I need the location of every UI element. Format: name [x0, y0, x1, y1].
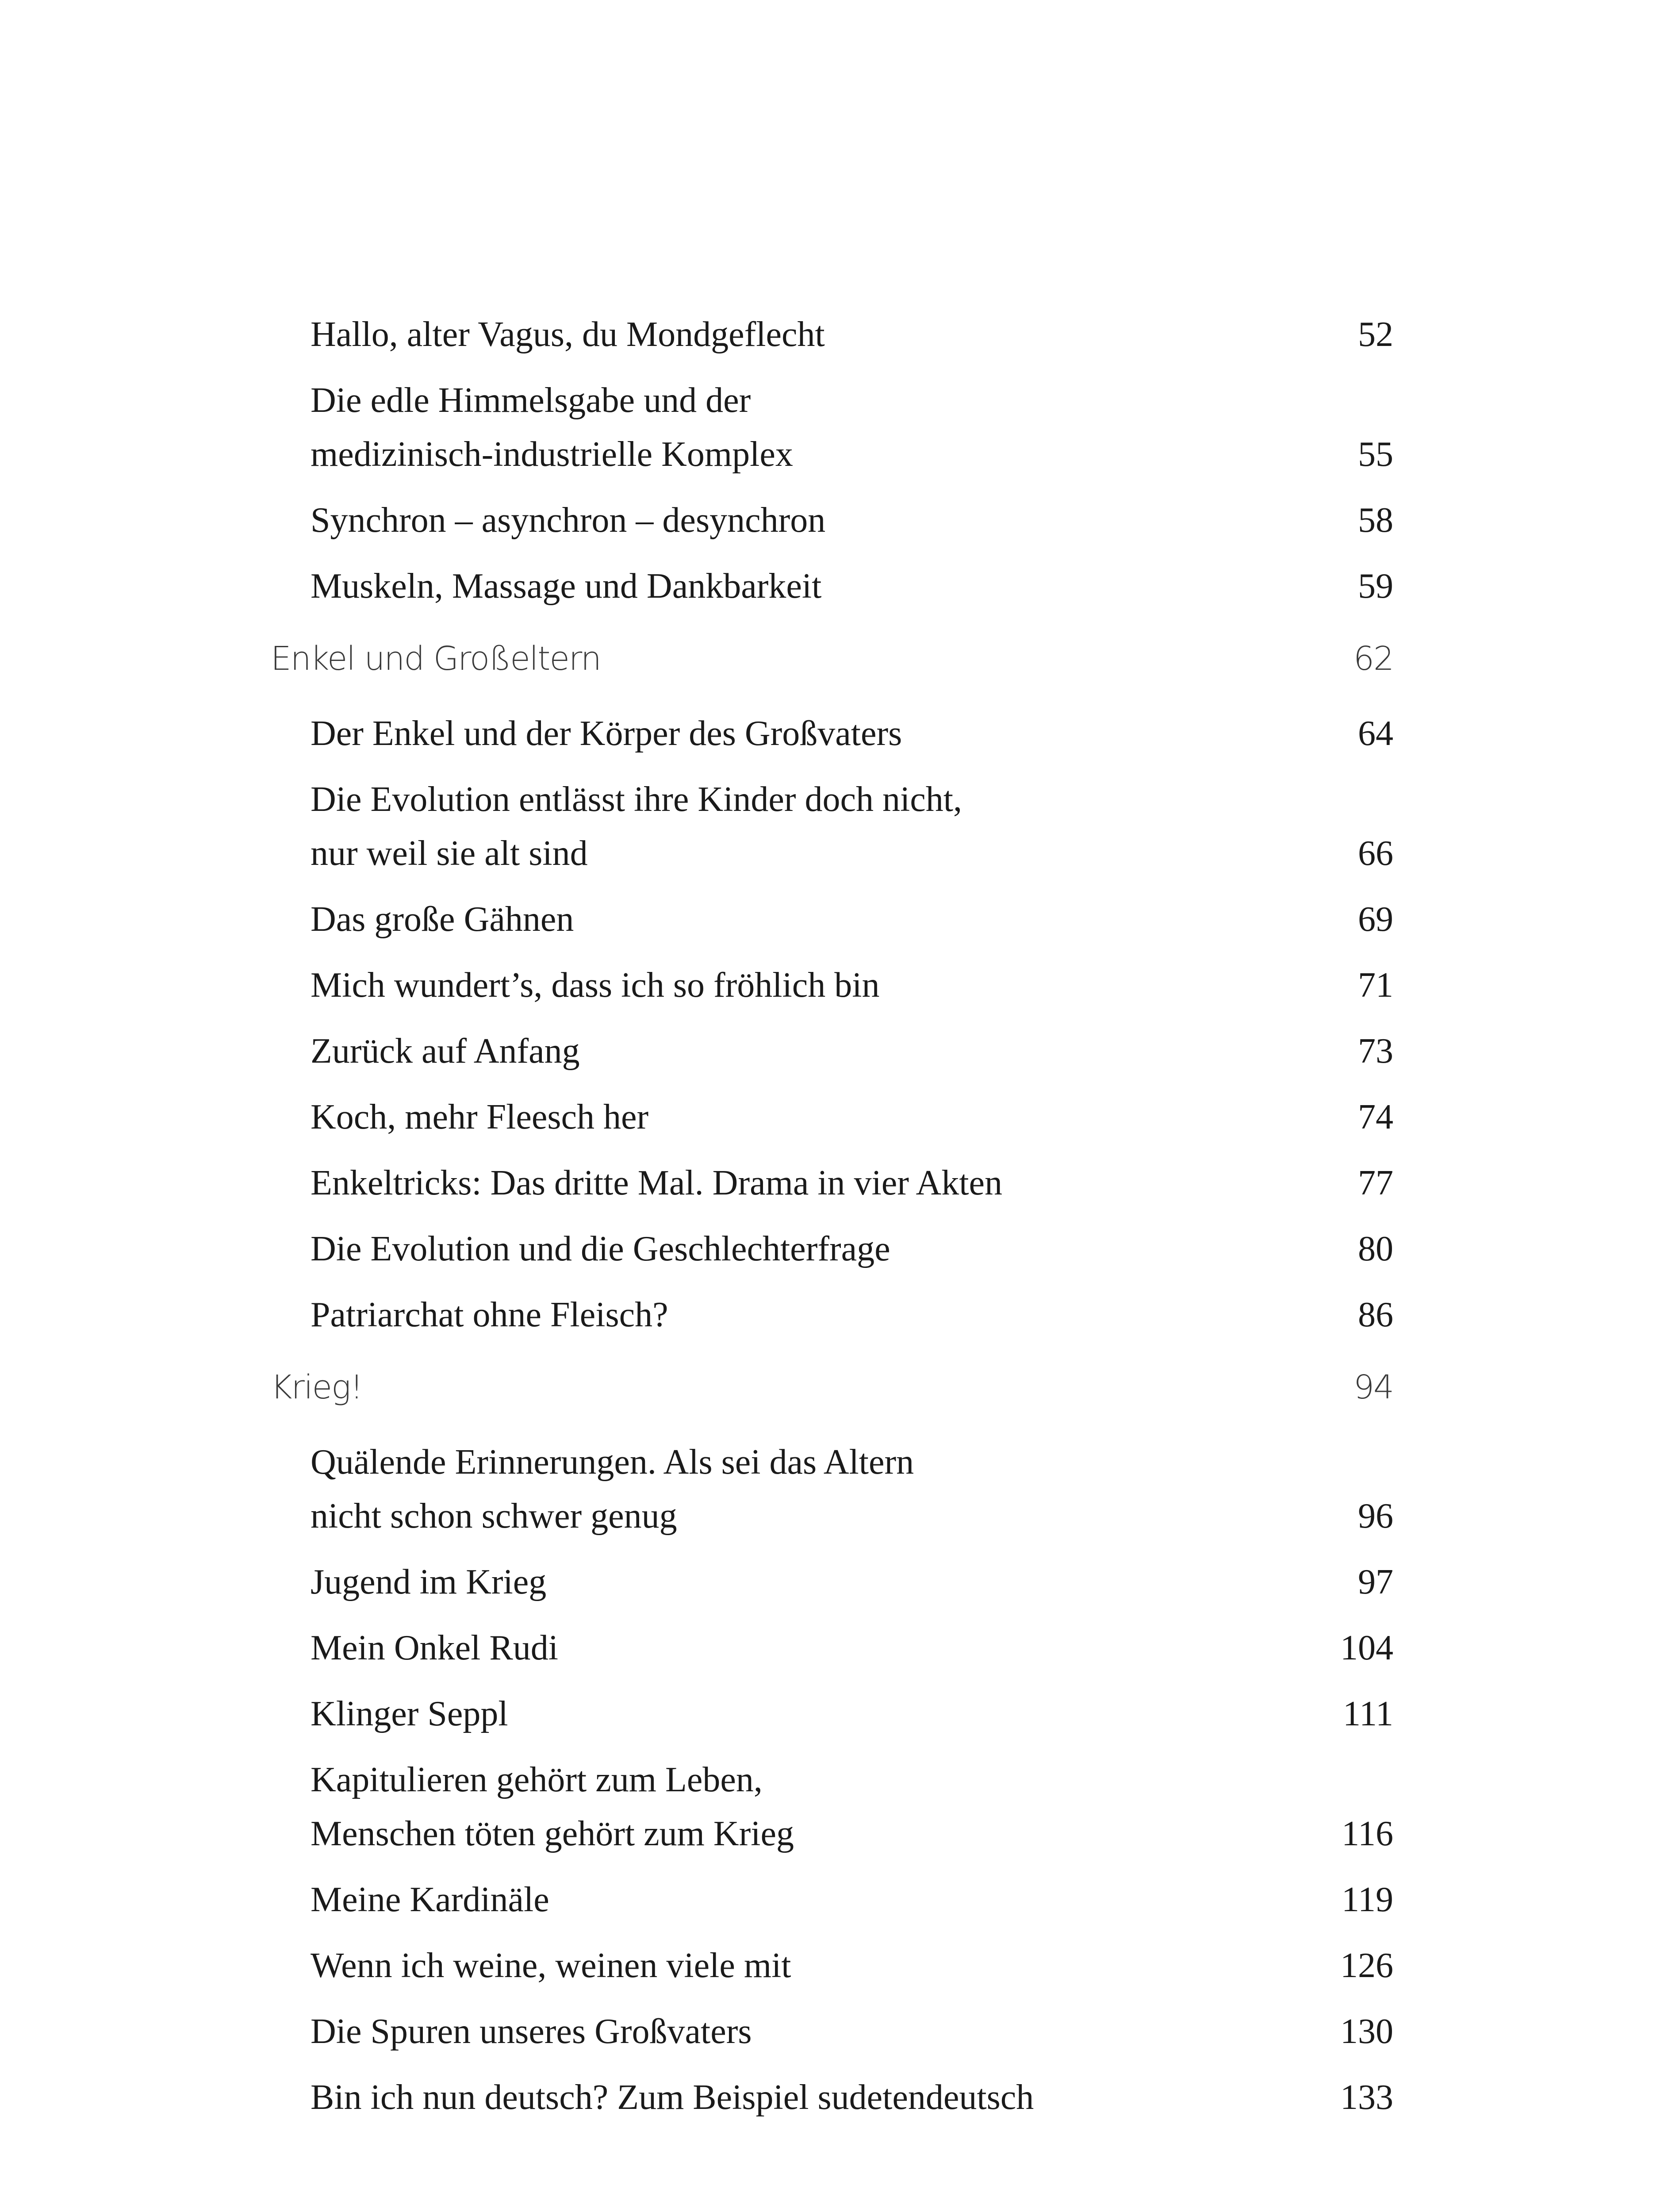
toc-entry: [311, 2070, 1393, 2124]
toc-title: [311, 559, 821, 613]
toc-page-number: 73: [1358, 1032, 1393, 1071]
toc-page-number: 104: [1340, 1628, 1393, 1667]
toc-entry: [311, 493, 1393, 547]
toc-entry: [311, 1753, 1393, 1861]
toc-title: [311, 1621, 558, 1675]
toc-title-line: Die Evolution und die Geschlechterfrage: [311, 1229, 890, 1268]
toc-title-line: Mich wundert’s, dass ich so fröhlich bin: [311, 966, 880, 1005]
toc-title: [311, 373, 793, 481]
toc-title-line: Meine Kardinäle: [311, 1880, 549, 1919]
toc-entry: [311, 307, 1393, 361]
toc-entry: [311, 1288, 1393, 1342]
toc-title-line: Klinger Seppl: [311, 1694, 508, 1733]
toc-entry: [311, 559, 1393, 613]
toc-title-line: Mein Onkel Rudi: [311, 1628, 558, 1667]
toc-entry: [311, 373, 1393, 481]
toc-page-number: 86: [1358, 1295, 1393, 1334]
toc-entry: [311, 1090, 1393, 1144]
toc-title-line: medizinisch-industrielle Komplex: [311, 435, 793, 474]
toc-page-number: 96: [1358, 1497, 1393, 1536]
toc-title: [311, 1090, 648, 1144]
toc-page-number: 116: [1341, 1814, 1393, 1853]
toc-page-number: 52: [1358, 315, 1393, 354]
toc-title-line: Enkeltricks: Das dritte Mal. Drama in vier Akten: [311, 1164, 1003, 1202]
toc-title-line: Quälende Erinnerungen. Als sei das Altern: [311, 1443, 914, 1482]
toc-title-line: Die edle Himmelsgabe und der: [311, 381, 751, 420]
toc-title-line: Synchron – asynchron – desynchron: [311, 501, 826, 540]
toc-entry: [311, 1873, 1393, 1927]
toc-title-line: Muskeln, Massage und Dankbarkeit: [311, 567, 822, 606]
toc-entry: [311, 1024, 1393, 1078]
toc-title-line: Menschen töten gehört zum Krieg: [311, 1814, 794, 1853]
toc-title: [311, 892, 574, 946]
toc-entry: [311, 2005, 1393, 2058]
toc-title-line: Kapitulieren gehört zum Leben,: [311, 1760, 763, 1799]
toc-title-line: Die Spuren unseres Großvaters: [311, 2012, 752, 2051]
toc-title-line: Zurück auf Anfang: [311, 1032, 580, 1071]
toc-page-number: 77: [1358, 1164, 1393, 1202]
toc-page-number: 133: [1340, 2078, 1393, 2117]
toc-title-line: nicht schon schwer genug: [311, 1497, 677, 1536]
toc-page-number: 59: [1358, 567, 1393, 606]
toc-title: [311, 707, 902, 760]
toc-page-number: 130: [1340, 2012, 1393, 2051]
toc-title: [311, 772, 962, 880]
toc-title: [311, 307, 825, 361]
toc-title-line: Die Evolution entlässt ihre Kinder doch nicht,: [311, 780, 963, 819]
toc-title-line: Patriarchat ohne Fleisch?: [311, 1295, 668, 1334]
toc-page-number: 71: [1358, 966, 1393, 1005]
toc-title: [271, 632, 601, 686]
toc-page-number: 126: [1340, 1946, 1393, 1985]
toc-title: [311, 493, 825, 547]
toc-title: [311, 1222, 890, 1276]
toc-title-line: Krieg!: [271, 1368, 363, 1406]
toc-entry: [311, 1222, 1393, 1276]
toc-page-number: 94: [1353, 1368, 1393, 1406]
toc-title: [271, 1360, 362, 1414]
toc-title: [311, 1873, 549, 1927]
toc-title-line: Koch, mehr Fleesch her: [311, 1098, 649, 1137]
toc-title: [311, 1939, 791, 1993]
toc-entry: [311, 1687, 1393, 1741]
toc-title-line: Hallo, alter Vagus, du Mondgeflecht: [311, 315, 825, 354]
toc-title: [311, 1555, 546, 1609]
toc-entry: [311, 1621, 1393, 1675]
toc-title: [311, 2070, 1034, 2124]
toc-chapter-heading: [271, 1360, 1393, 1414]
toc-title-line: Bin ich nun deutsch? Zum Beispiel sudetendeutsch: [311, 2078, 1034, 2117]
toc-entry: [311, 772, 1393, 880]
toc-title-line: Das große Gähnen: [311, 900, 574, 939]
toc-title-line: Enkel und Großeltern: [271, 640, 601, 678]
table-of-contents: [271, 0, 1393, 2124]
toc-page-number: 58: [1358, 501, 1393, 540]
toc-page-number: 74: [1358, 1098, 1393, 1137]
toc-title-line: Jugend im Krieg: [311, 1563, 547, 1601]
toc-title-line: nur weil sie alt sind: [311, 834, 588, 873]
toc-chapter-heading: [271, 632, 1393, 686]
toc-entry: [311, 958, 1393, 1012]
toc-page-number: 64: [1358, 714, 1393, 753]
toc-page-number: 69: [1358, 900, 1393, 939]
toc-title: [311, 1753, 794, 1861]
toc-page-number: 97: [1358, 1563, 1393, 1601]
toc-page-number: 119: [1341, 1880, 1393, 1919]
toc-entry: [311, 1156, 1393, 1210]
toc-page-number: 62: [1353, 640, 1393, 678]
toc-title: [311, 1687, 508, 1741]
toc-title: [311, 958, 879, 1012]
toc-page-number: 111: [1342, 1694, 1393, 1733]
toc-title-line: Der Enkel und der Körper des Großvaters: [311, 714, 902, 753]
toc-title: [311, 2005, 752, 2058]
toc-title: [311, 1156, 1002, 1210]
toc-entry: [311, 707, 1393, 760]
toc-page-number: 80: [1358, 1229, 1393, 1268]
toc-entry: [311, 1555, 1393, 1609]
toc-title-line: Wenn ich weine, weinen viele mit: [311, 1946, 791, 1985]
toc-page-number: 55: [1358, 435, 1393, 474]
toc-page-number: 66: [1358, 834, 1393, 873]
toc-title: [311, 1024, 580, 1078]
toc-title: [311, 1288, 668, 1342]
toc-entry: [311, 1939, 1393, 1993]
toc-entry: [311, 1435, 1393, 1543]
toc-entry: [311, 892, 1393, 946]
toc-title: [311, 1435, 914, 1543]
